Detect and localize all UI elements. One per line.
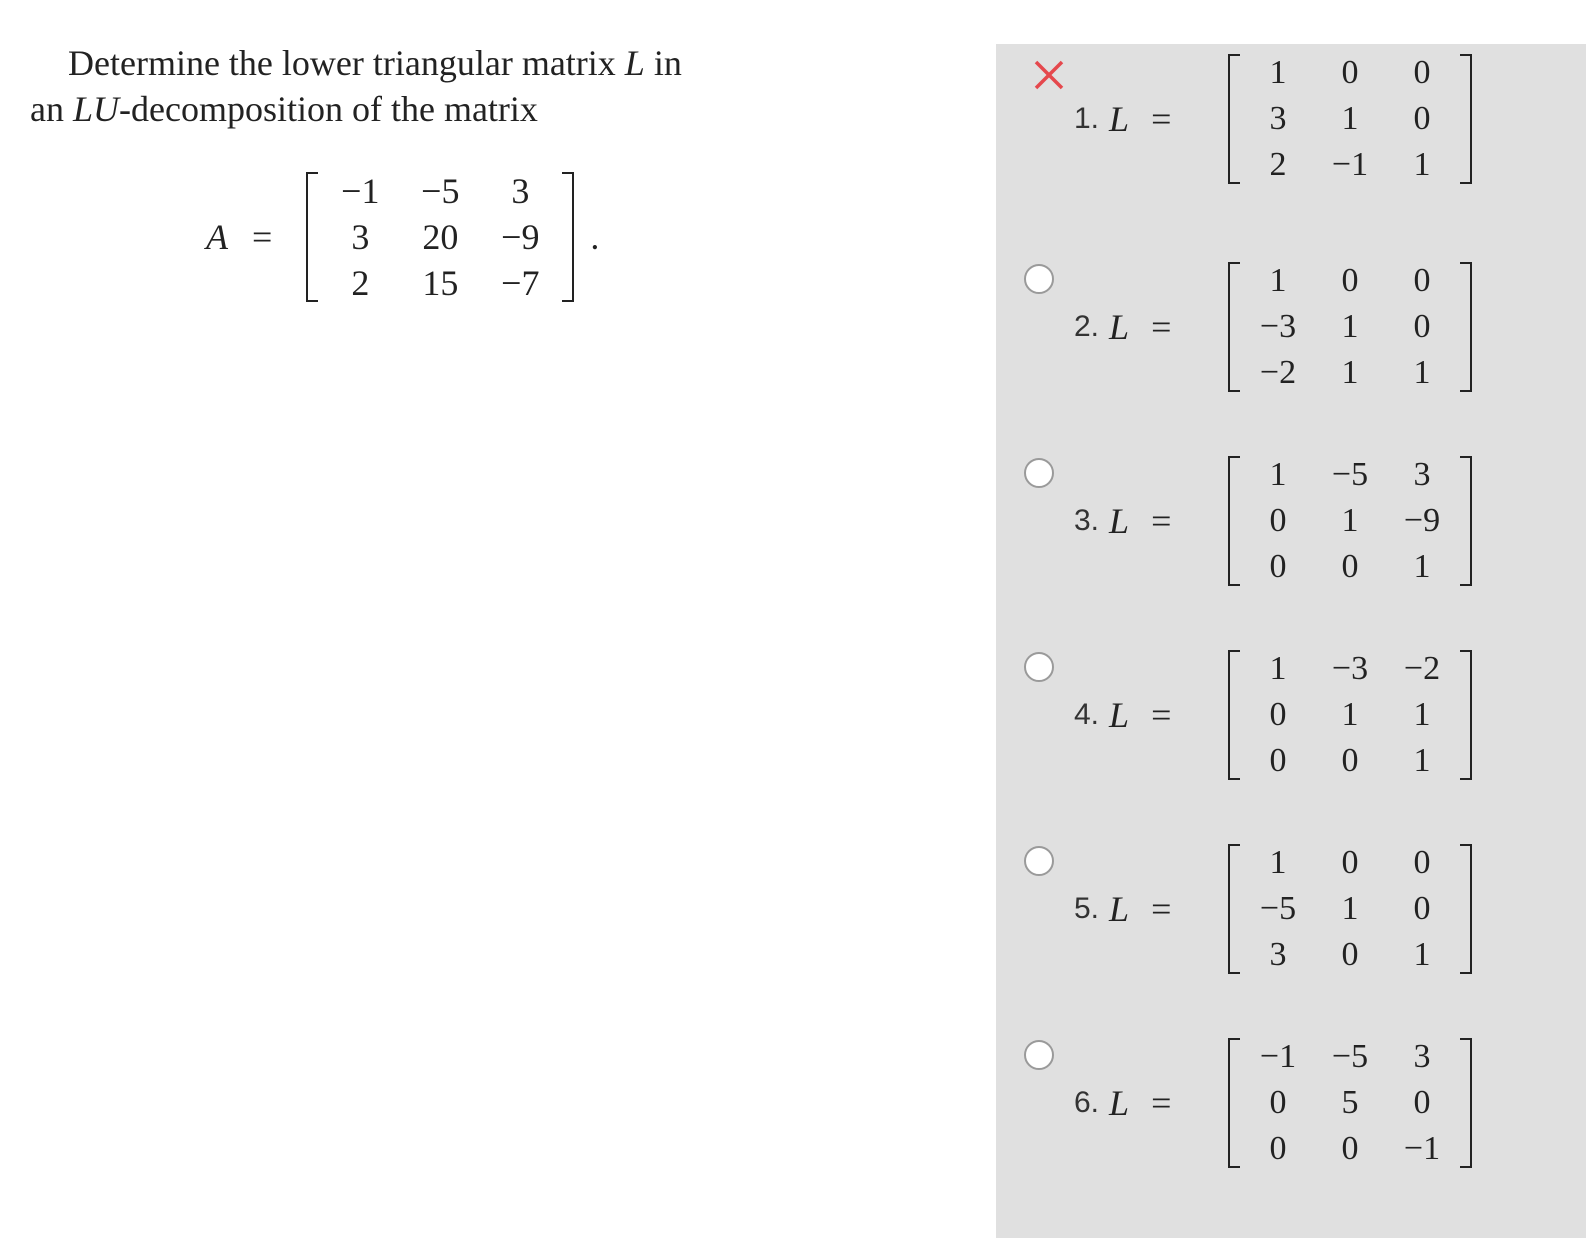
matrix-cell: 2: [1269, 146, 1287, 183]
matrix-cell: 1: [1341, 502, 1359, 539]
matrix-cell: 0: [1269, 502, 1287, 539]
matrix-cell: −1: [1331, 146, 1369, 183]
matrix-cell: −5: [421, 171, 460, 211]
radio-button[interactable]: [1024, 846, 1054, 876]
matrix-cell: −1: [1403, 1130, 1441, 1167]
matrix-cell: 0: [1269, 548, 1287, 585]
matrix-cell: −3: [1259, 308, 1297, 345]
matrix-cell: 20: [422, 217, 459, 257]
matrix-cell: −2: [1403, 650, 1441, 687]
choice-label: 1. L =: [1074, 99, 1172, 139]
matrix-cell: −7: [501, 263, 540, 303]
matrix-cell: 1: [1341, 308, 1359, 345]
matrix-cell: 1: [1413, 696, 1431, 733]
matrix-cell: 1: [1341, 696, 1359, 733]
matrix-cell: −3: [1331, 650, 1369, 687]
matrix-cell: 1: [1269, 650, 1287, 687]
matrix-cell: −5: [1331, 456, 1369, 493]
matrix-a: [306, 168, 574, 306]
matrix-cell: 1: [1413, 548, 1431, 585]
matrix-cell: 0: [1341, 262, 1359, 299]
choice-matrix: [1228, 646, 1472, 784]
matrix-cell: 0: [1269, 696, 1287, 733]
matrix-cell: 3: [1413, 1038, 1431, 1075]
matrix-cell: 0: [1341, 742, 1359, 779]
radio-button[interactable]: [1024, 652, 1054, 682]
equals-sign: =: [252, 217, 273, 257]
answer-choice-2[interactable]: [996, 258, 1586, 418]
matrix-cell: 1: [1341, 100, 1359, 137]
choice-label: 4. L =: [1074, 695, 1172, 735]
matrix-cell: 3: [511, 171, 530, 211]
matrix-cell: 1: [1413, 936, 1431, 973]
matrix-cell: 15: [422, 263, 459, 303]
matrix-cell: 0: [1341, 1130, 1359, 1167]
matrix-cell: 1: [1269, 844, 1287, 881]
choice-matrix: [1228, 258, 1472, 396]
matrix-cell: −9: [1403, 502, 1441, 539]
matrix-cell: 3: [351, 217, 370, 257]
choice-label: 5. L =: [1074, 889, 1172, 929]
choice-matrix: [1228, 50, 1472, 188]
radio-button[interactable]: [1024, 264, 1054, 294]
choice-label: 6. L =: [1074, 1083, 1172, 1123]
matrix-cell: −5: [1331, 1038, 1369, 1075]
x-icon: [1030, 56, 1068, 94]
matrix-cell: 0: [1341, 844, 1359, 881]
matrix-cell: 0: [1413, 308, 1431, 345]
answer-choice-3[interactable]: [996, 452, 1586, 612]
choice-label: 3. L =: [1074, 501, 1172, 541]
matrix-cell: 1: [1413, 146, 1431, 183]
matrix-cell: 1: [1269, 54, 1287, 91]
matrix-cell: 0: [1341, 548, 1359, 585]
matrix-cell: −1: [1259, 1038, 1297, 1075]
question-line-2: an LU-decomposition of the matrix: [30, 89, 538, 129]
choice-matrix: [1228, 1034, 1472, 1172]
matrix-cell: 0: [1341, 936, 1359, 973]
matrix-cell: 0: [1413, 262, 1431, 299]
matrix-cell: 2: [351, 263, 370, 303]
matrix-cell: 0: [1413, 890, 1431, 927]
matrix-cell: 3: [1413, 456, 1431, 493]
matrix-cell: 0: [1413, 54, 1431, 91]
matrix-cell: 0: [1413, 100, 1431, 137]
answer-choices-panel: [996, 44, 1586, 1238]
matrix-a-equation: [206, 168, 599, 306]
answer-choice-5[interactable]: [996, 840, 1586, 1000]
matrix-cell: 0: [1269, 742, 1287, 779]
matrix-cell: 5: [1341, 1084, 1359, 1121]
answer-choice-4[interactable]: [996, 646, 1586, 806]
question-text: [30, 40, 830, 132]
matrix-cell: 0: [1341, 54, 1359, 91]
matrix-cell: 1: [1341, 354, 1359, 391]
matrix-cell: −9: [501, 217, 540, 257]
answer-choice-6[interactable]: [996, 1034, 1586, 1194]
matrix-cell: −1: [341, 171, 380, 211]
period: .: [590, 217, 600, 257]
matrix-cell: 0: [1269, 1130, 1287, 1167]
matrix-cell: 1: [1413, 354, 1431, 391]
matrix-cell: 1: [1269, 456, 1287, 493]
matrix-cell: −5: [1259, 890, 1297, 927]
matrix-cell: 3: [1269, 936, 1287, 973]
matrix-cell: 0: [1269, 1084, 1287, 1121]
answer-choice-1[interactable]: [996, 50, 1586, 210]
matrix-a-symbol: A: [206, 217, 228, 257]
matrix-cell: 0: [1413, 1084, 1431, 1121]
matrix-cell: 0: [1413, 844, 1431, 881]
matrix-cell: 1: [1413, 742, 1431, 779]
question-line-1: Determine the lower triangular matrix L in: [68, 43, 682, 83]
matrix-cell: 1: [1341, 890, 1359, 927]
radio-button[interactable]: [1024, 1040, 1054, 1070]
matrix-cell: 1: [1269, 262, 1287, 299]
choice-matrix: [1228, 452, 1472, 590]
choice-matrix: [1228, 840, 1472, 978]
matrix-cell: 3: [1269, 100, 1287, 137]
radio-button[interactable]: [1024, 458, 1054, 488]
choice-label: 2. L =: [1074, 307, 1172, 347]
matrix-cell: −2: [1259, 354, 1297, 391]
